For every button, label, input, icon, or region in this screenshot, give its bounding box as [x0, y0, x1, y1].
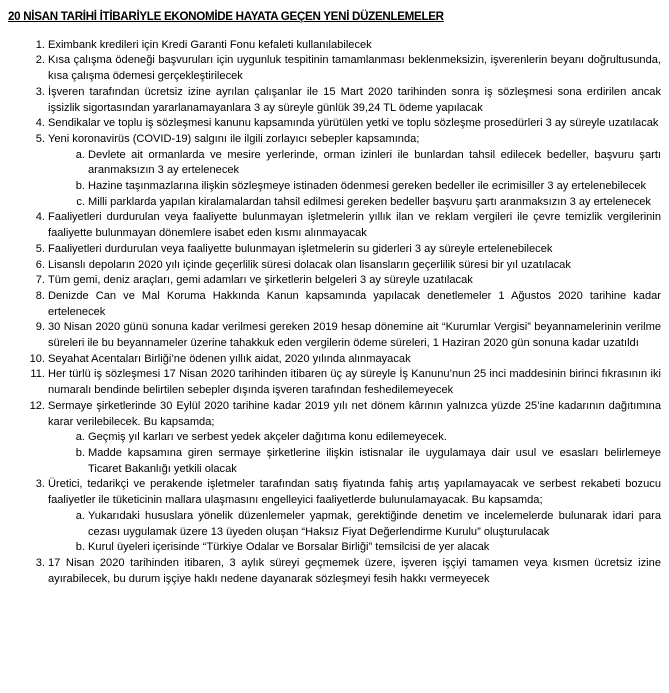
list-item — [8, 352, 661, 368]
list-item-number: 4. — [35, 211, 45, 224]
list-item-number: 5. — [35, 242, 45, 255]
list-item — [8, 477, 661, 508]
sub-list-item — [8, 179, 661, 195]
list-item-text: İşveren tarafından ücretsiz izine ayrılan çalışanlar ile 15 Mart 2020 tarihinden sonra iş sözleşmesi sona erdirilen ancak işsizlik sigortasından yararlanamayanlara 3 ay süreyle günlük 39,24 TL ödeme yapılacak — [48, 85, 661, 114]
list-item-text: Yeni koronavirüs (COVID-19) salgını ile ilgili zorlayıcı sebepler kapsamında; — [48, 132, 420, 145]
list-item-number: 7. — [35, 274, 45, 287]
list-item-text: Kısa çalışma ödeneği başvuruları için uygunluk tespitinin tamamlanması beklenmeksizin, işverenlerin beyanı doğrultusunda, kısa çalışma ödemesi gerçekleştirilecek — [48, 54, 661, 83]
list-item-number: 2. — [35, 54, 45, 67]
list-item-text: Faaliyetleri durdurulan veya faaliyette bulunmayan işletmelerin yıllık ilan ve reklam vergileri ile çevre temizlik vergilerinin faaliyette bulunmayan dönemlere isabet eden kısmı alınmayacak — [48, 211, 661, 240]
sub-item-text: Madde kapsamına giren sermaye şirketlerine ilişkin istisnalar ile uygulamaya dair usul ve esasları belirlemeye Ticaret Bakanlığı yetkili olacak — [88, 446, 661, 475]
list-item — [8, 289, 661, 320]
list-item — [8, 258, 661, 274]
sub-item-letter: a. — [75, 431, 85, 444]
list-item — [8, 320, 661, 351]
list-item-text: Sendikalar ve toplu iş sözleşmesi kanunu kapsamında yürütülen yetki ve toplu sözleşme prosedürleri 3 ay süreyle uzatılacak — [48, 117, 659, 130]
list-item-text: Tüm gemi, deniz araçları, gemi adamları ve şirketlerin belgeleri 3 ay süreyle uzatılacak — [48, 274, 473, 287]
list-item-text: Seyahat Acentaları Birliği’ne ödenen yıllık aidat, 2020 yılında alınmayacak — [48, 352, 411, 365]
sub-item-letter: a. — [75, 148, 85, 161]
sub-list-item — [8, 446, 661, 477]
list-item — [8, 38, 661, 54]
list-item-text: 17 Nisan 2020 tarihinden itibaren, 3 aylık süreyi geçmemek üzere, işveren işçiyi tamamen veya kısmen ücretsiz izine ayırabilecek, bu durum işçiye haklı nedene dayanarak sözleşmeyi fesih hakkı vermeyecek — [48, 556, 661, 585]
sub-item-text: Milli parklarda yapılan kiralamalardan tahsil edilmesi gereken bedeller başvuru şartı aranmaksızın 3 ay ertelenecek — [88, 195, 651, 208]
list-item-number: 9. — [35, 321, 45, 334]
list-item-text: Denizde Can ve Mal Koruma Hakkında Kanun kapsamında yapılacak denetlemeler 1 Ağustos 2020 tarihine kadar ertelenecek — [48, 289, 661, 318]
list-item — [8, 210, 661, 241]
list-item-number: 5. — [35, 132, 45, 145]
list-item — [8, 242, 661, 258]
list-item — [8, 116, 661, 132]
sub-item-letter: b. — [75, 446, 85, 459]
list-item-number: 3. — [35, 556, 45, 569]
list-item-text: Üretici, tedarikçi ve perakende işletmeler tarafından satış fiyatında fahiş artış yapılamayacak ve serbest rekabeti bozucu faaliyetler ile tüketicinin mallara ulaşmasını engelleyici faaliyetlerde bulunulamayacak. Bu kapsamda; — [48, 478, 661, 507]
list-item — [8, 399, 661, 430]
list-item — [8, 85, 661, 116]
sub-item-letter: b. — [75, 180, 85, 193]
list-item-number: 1. — [35, 38, 45, 51]
sub-list-item — [8, 540, 661, 556]
list-item-text: Eximbank kredileri için Kredi Garanti Fonu kefaleti kullanılabilecek — [48, 38, 372, 51]
sub-list-item — [8, 509, 661, 540]
list-item-number: 3. — [35, 478, 45, 491]
sub-item-text: Devlete ait ormanlarda ve mesire yerlerinde, orman izinleri ile bunlardan tahsil edilecek bedeller, başvuru şartı aranmaksızın 3 ay ertelenecek — [88, 148, 661, 177]
list-item — [8, 556, 661, 587]
list-item-number: 6. — [35, 258, 45, 271]
sub-item-letter: b. — [75, 541, 85, 554]
sub-item-letter: c. — [76, 195, 85, 208]
sub-list-item — [8, 195, 661, 211]
list-item-number: 3. — [35, 85, 45, 98]
list-item — [8, 367, 661, 398]
sub-item-letter: a. — [75, 509, 85, 522]
list-item — [8, 273, 661, 289]
list-item-number: 12. — [29, 399, 45, 412]
list-item-text: Sermaye şirketlerinde 30 Eylül 2020 tarihine kadar 2019 yılı net dönem kârının yalnızca yüzde 25’ine kadarının dağıtımına karar verilebilecek. Bu kapsamda; — [48, 399, 661, 428]
sub-list-item — [8, 148, 661, 179]
list-item-text: Lisanslı depoların 2020 yılı içinde geçerlilik süresi dolacak olan lisansların geçerlilik süresi bir yıl uzatılacak — [48, 258, 571, 271]
sub-item-text: Hazine taşınmazlarına ilişkin sözleşmeye istinaden ödenmesi gereken bedeller ile ecrimisiller 3 ay ertelenebilecek — [88, 180, 647, 193]
sub-item-text: Geçmiş yıl karları ve serbest yedek akçeler dağıtıma konu edilemeyecek. — [88, 431, 447, 444]
list-item — [8, 132, 661, 148]
list-item-number: 11. — [30, 368, 45, 381]
list-item-number: 4. — [35, 117, 45, 130]
list-item-number: 8. — [35, 289, 45, 302]
sub-item-text: Kurul üyeleri içerisinde “Türkiye Odalar ve Borsalar Birliği” temsilcisi de yer alacak — [88, 541, 490, 554]
list-item-text: 30 Nisan 2020 günü sonuna kadar verilmesi gereken 2019 hesap dönemine ait “Kurumlar Vergisi” beyannamelerinin verilme süreleri ile bu beyannameler üzerine tahakkuk eden vergilerin ödeme süreleri, 1 Haziran 2020 gün sonuna kadar uzatıldı — [48, 321, 661, 350]
list-item-text: Faaliyetleri durdurulan veya faaliyette bulunmayan işletmelerin su giderleri 3 ay süreyle ertelenebilecek — [48, 242, 553, 255]
regulations-list — [8, 38, 661, 588]
sub-item-text: Yukarıdaki hususlara yönelik düzenlemeler yapmak, gerektiğinde denetim ve incelemelerde bulunarak idari para cezası uygulamak üzere 13 üyeden oluşan “Haksız Fiyat Değerlendirme Kurulu” oluşturulacak — [88, 509, 661, 538]
list-item-number: 10. — [29, 352, 45, 365]
document-title: 20 NİSAN TARİHİ İTİBARİYLE EKONOMİDE HAYATA GEÇEN YENİ DÜZENLEMELER — [8, 10, 444, 23]
list-item — [8, 53, 661, 84]
list-item-text: Her türlü iş sözleşmesi 17 Nisan 2020 tarihinden itibaren üç ay süreyle İş Kanunu’nun 25 inci maddesinin birinci fıkrasının iki numaralı bendinde belirtilen sebepler dışında işveren tarafından feshedilemeyecek — [48, 368, 661, 397]
sub-list-item — [8, 430, 661, 446]
